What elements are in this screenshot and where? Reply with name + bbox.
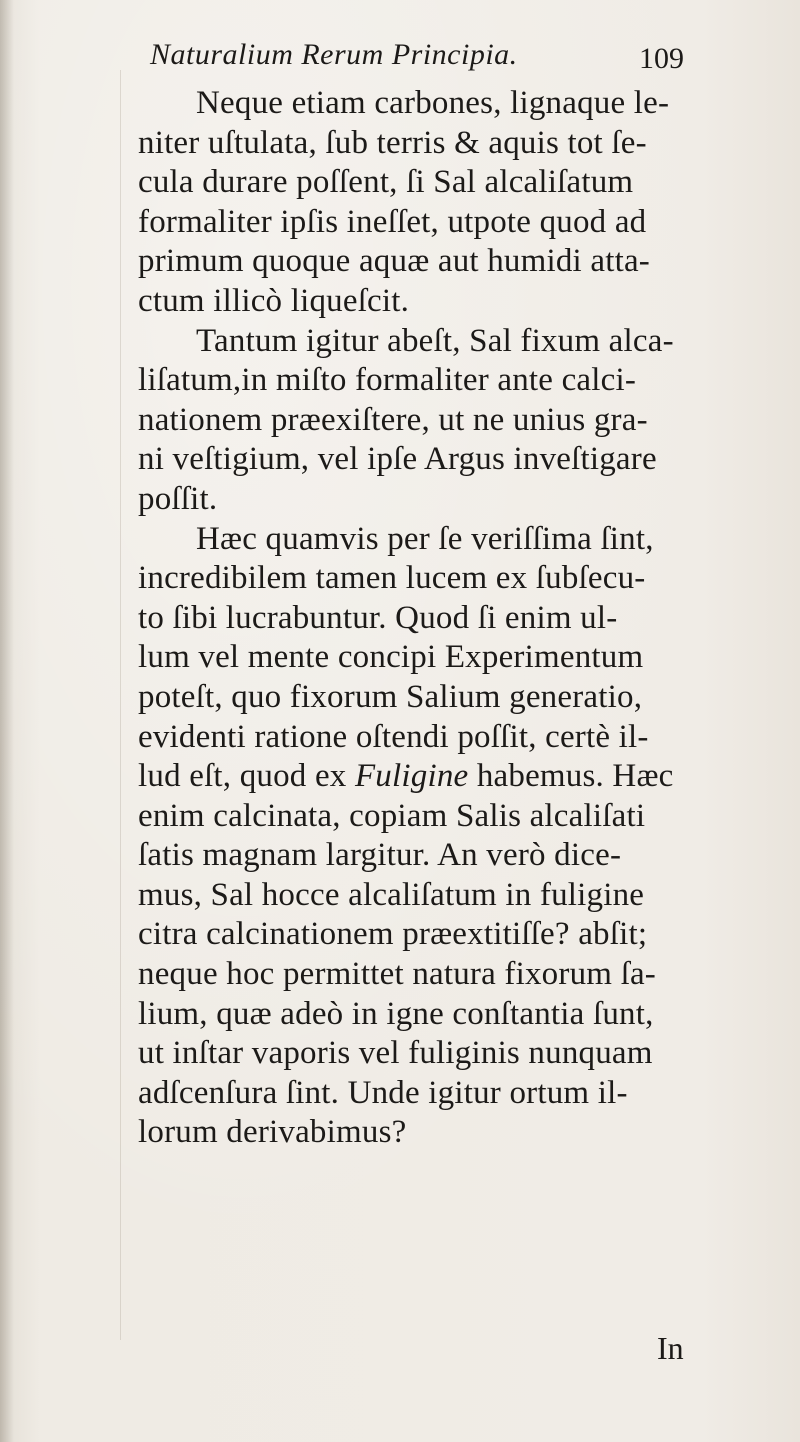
gutter-shadow [0,0,14,1442]
text-line: lium, quæ adeò in igne conſtantia ſunt, [138,995,654,1032]
text-line: Neque etiam carbones, lignaque le- [196,85,670,121]
text-line: Hæc quamvis per ſe veriſſima ſint, [196,520,654,557]
text-line: incredibilem tamen lucem ex ſubſecu- [138,560,646,597]
text-line: evidenti ratione oſtendi poſſit, certè il- [138,718,649,755]
text-line: enim calcinata, copiam Salis alcaliſati [138,797,646,834]
margin-rule [120,70,121,1340]
text-line: lud eſt, quod ex Fuligine habemus. Hæc [138,758,674,795]
text-line: citra calcinationem præextitiſſe? abſit; [138,916,648,953]
text-line: ut inſtar vaporis vel fuliginis nunquam [138,1035,653,1072]
page-header [150,38,684,78]
text-line: primum quoque aquæ aut humidi atta- [138,243,650,280]
text-line: liſatum,in miſto formaliter ante calci- [138,362,637,399]
text-line: niter uſtulata, ſub terris & aquis tot ſe- [138,124,647,161]
text-line: formaliter ipſis ineſſet, utpote quod ad [138,203,647,240]
text-line: to ſibi lucrabuntur. Quod ſi enim ul- [138,599,618,636]
text-line: nationem præexiſtere, ut ne unius gra- [138,401,648,438]
running-head: Naturalium Rerum Principia. [150,38,518,71]
text-line: ni veſtigium, vel ipſe Argus inveſtigare [138,441,657,478]
text-line: lorum derivabimus? [138,1114,407,1151]
text-line: ſatis magnam largitur. An verò dice- [138,837,622,874]
catchword: In [657,1330,684,1366]
text-line: Tantum igitur abeſt, Sal fixum alca- [196,322,674,359]
text-line: lum vel mente concipi Experimentum [138,639,644,676]
text-line: adſcenſura ſint. Unde igitur ortum il- [138,1074,628,1111]
text-line: ctum illicò liqueſcit. [138,282,410,319]
text-line: neque hoc permittet natura fixorum ſa- [138,956,656,993]
text-line: mus, Sal hocce alcaliſatum in fuligine [138,876,645,913]
text-line: cula durare poſſent, ſi Sal alcaliſatum [138,164,634,201]
text-line: poteſt, quo fixorum Salium generatio, [138,678,643,715]
text-line: poſſit. [138,480,218,517]
body-text [138,84,698,1153]
page-number: 109 [639,42,684,75]
